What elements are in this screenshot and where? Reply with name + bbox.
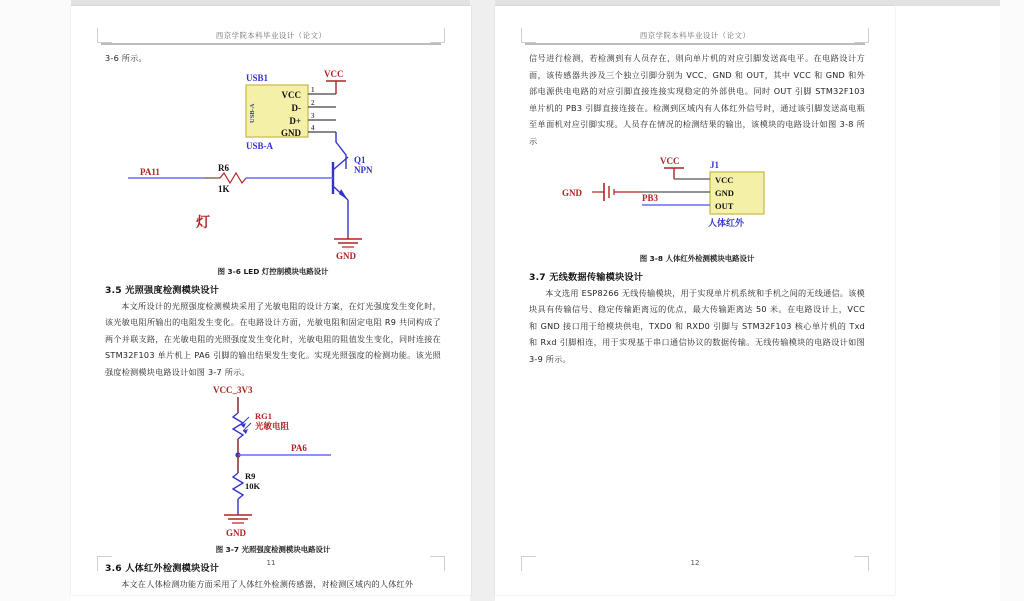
heading-3-7: 3.7 无线数据传输模块设计 — [529, 271, 644, 283]
figure-3-6-led-control-circuit — [108, 67, 438, 263]
q1-type-label: NPN — [354, 164, 373, 175]
right-gutter — [1000, 0, 1024, 601]
page-right — [495, 6, 895, 595]
usb-ref-label: USB1 — [246, 72, 269, 83]
center-gutter — [470, 0, 495, 601]
heading-3-5: 3.5 光照强度检测模块设计 — [105, 284, 220, 296]
heading-3-6: 3.6 人体红外检测模块设计 — [105, 562, 220, 574]
header-rule — [101, 43, 441, 45]
rg1-name-label: 光敏电阻 — [255, 420, 290, 431]
pir-pin-vcc-label: VCC — [715, 174, 734, 185]
r9-ref-label: R9 — [245, 470, 256, 481]
page-header-right: 西京学院本科毕业设计（论文） — [639, 31, 751, 40]
usb-pin-gnd-label: GND — [281, 127, 301, 138]
j1-ref-label: J1 — [710, 159, 719, 170]
page-left — [71, 6, 471, 595]
figure-3-7-light-sensor-circuit — [123, 381, 423, 541]
usb-pin-vcc-label: VCC — [281, 89, 301, 100]
usb-pin-4-number: 4 — [311, 123, 315, 132]
page-header: 西京学院本科毕业设计（论文） — [215, 31, 327, 40]
paragraph-3-7: 本文选用 ESP8266 无线传输模块，用于实现单片机系统和手机之间的无线通信。该模块具有传输信号、稳定传输距离远的优点，最大传输距离达 50 米。在电路设计上，VCC 和 GND 接口用于给模块供电，TXD0 和 RXD0 引脚与 STM32F103 核心单片机的 Txd 和 Rxd 引脚相连，用于实现基于串口通信协议的数据传输。无线传输模块的电路设计如图 3-9 所示。 — [529, 287, 865, 364]
intro-fragment: 3-6 所示。 — [105, 53, 147, 63]
usb-pin-1-number: 1 — [311, 85, 315, 94]
r9-value-label: 10K — [245, 480, 261, 491]
q1-ref-label: Q1 — [354, 154, 366, 165]
pir-pin-out-label: OUT — [715, 200, 734, 211]
figure-3-7-caption: 图 3-7 光照强度检测模块电路设计 — [215, 544, 331, 554]
lamp-label: 灯 — [196, 215, 210, 231]
page-number-right: 12 — [690, 559, 700, 567]
vcc3v3-net-label: VCC_3V3 — [213, 384, 253, 395]
r6-value-label: 1K — [218, 183, 230, 194]
usb-pin-dminus-label: D- — [291, 102, 301, 113]
r6-ref-label: R6 — [218, 162, 229, 173]
page-number-left: 11 — [266, 559, 276, 567]
pir-pin-gnd-label: GND — [715, 187, 734, 198]
left-gutter — [0, 0, 71, 601]
figure-3-8-caption: 图 3-8 人体红外检测模块电路设计 — [639, 253, 755, 263]
figure-3-8-pir-sensor-circuit — [532, 150, 862, 250]
gnd-net-label-fig38: GND — [562, 187, 582, 198]
usb-footprint-label: USB-A — [246, 140, 274, 151]
figure-3-6-caption: 图 3-6 LED 灯控制模块电路设计 — [217, 266, 329, 276]
usb-pin-2-number: 2 — [311, 98, 315, 107]
pb3-net-label: PB3 — [642, 192, 659, 203]
page-left-body — [105, 50, 441, 592]
usb-pin-dplus-label: D+ — [289, 115, 301, 126]
usb-pin-3-number: 3 — [311, 111, 315, 120]
gnd-label-fig37: GND — [226, 527, 246, 538]
usb-side-label: USB-A — [249, 103, 256, 123]
pa11-net-label: PA11 — [140, 166, 160, 177]
pir-module-name-label: 人体红外 — [708, 217, 745, 228]
pa6-net-label: PA6 — [291, 442, 307, 453]
vcc-net-label: VCC — [324, 68, 344, 79]
paragraph-3-5: 本文所设计的光照强度检测模块采用了光敏电阻的设计方案，在灯光强度发生变化时，该光敏电阻所输出的电阻发生变化。在电路设计方面，光敏电阻和固定电阻 R9 共同构成了两个并联支路，在光敏电阻的光照强度发生变化时，光敏电阻的阻值发生变化，同时连接在 STM32F103 单片机上 PA6 引脚的输出结果发生变化。实现光照强度的检测功能。该光照强度检测模块电路设计如图 3-7 所示。 — [105, 300, 441, 377]
paragraph-3-6: 本文在人体检测功能方面采用了人体红外检测传感器，对检测区域内的人体红外 — [121, 578, 414, 589]
gnd-label-fig36: GND — [336, 250, 356, 261]
header-rule-right — [525, 43, 865, 45]
continuation-paragraph: 信号进行检测，若检测到有人员存在，则向单片机的对应引脚发送高电平。在电路设计方面，该传感器共涉及三个独立引脚分别为 VCC、GND 和 OUT，其中 VCC 和 GND 和外部电源供电电路的对应引脚直接连接实现稳定的外部供电。同时 OUT 引脚 STM32F103 单片机的 PB3 引脚直接连接在。检测到区域内有人体红外信号时，通过该引脚发送高电瓶至单面机对应引脚实现。人员存在情况的检测结果的输出，该模块的电路设计如图 3-8 所示 — [529, 53, 865, 146]
rg1-ref-label: RG1 — [255, 410, 272, 421]
page-right-body — [529, 50, 865, 368]
vcc-net-label-fig38: VCC — [660, 155, 680, 166]
